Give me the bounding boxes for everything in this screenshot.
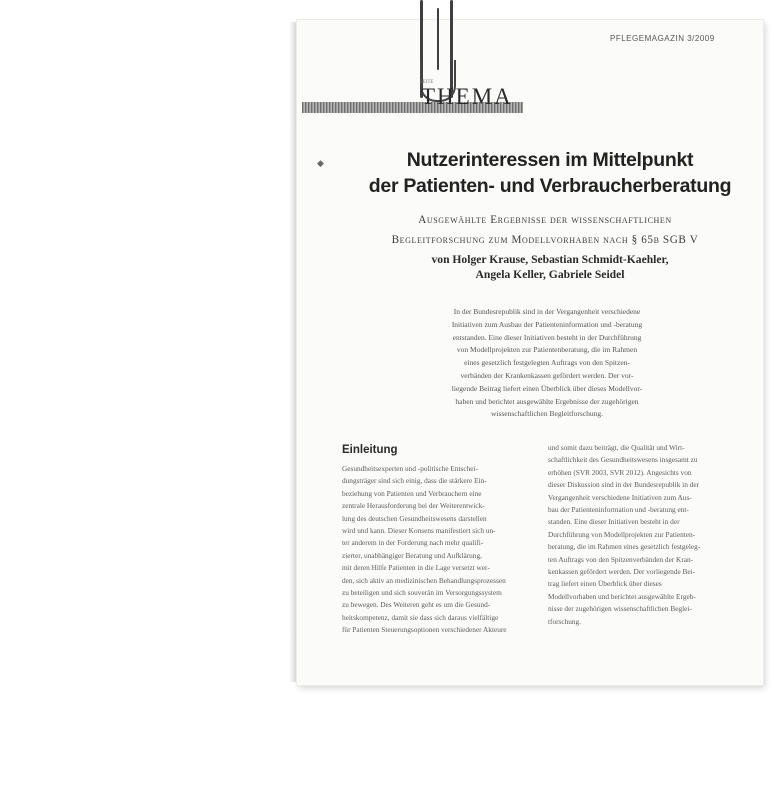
abstract-line: verbänden der Krankenkassen gefördert werden. Der vor- xyxy=(460,370,634,380)
body-line: erhöhen (SVR 2003, SVR 2012). Angesichts von xyxy=(548,467,692,477)
body-line: ten Auftrags von den Spitzenverbänden der Kran- xyxy=(548,554,694,564)
body-column-left xyxy=(342,463,542,637)
body-line: schaftlichkeit des Gesundheitswesens insgesamt zu xyxy=(548,455,698,465)
body-line: zu bewegen. Des Weiteren geht es um die Gesund- xyxy=(342,600,491,610)
article-title xyxy=(340,147,760,199)
body-line: Gesundheitsexperten und -politische Entschei- xyxy=(342,464,478,473)
body-line: Durchführung von Modellprojekten zur Patienten- xyxy=(548,529,696,539)
body-line: trag liefert einen Überblick über dieses xyxy=(548,579,662,589)
abstract-line: haben und berichtet ausgewählte Ergebnisse der zugehörigen xyxy=(455,396,639,406)
abstract-line: eines gesetzlich festgelegten Auftrags von den Spitzen- xyxy=(464,358,630,368)
body-line: zentrale Herausforderung bei der Weiterentwick- xyxy=(342,501,485,511)
body-line: zu beteiligen und sich souverän im Versorgungssystem xyxy=(342,588,502,598)
body-line: Vergangenheit verschiedene Initiativen zum Aus- xyxy=(548,492,692,502)
abstract-line: entstanden. Eine dieser Initiativen besteht in der Durchführung xyxy=(452,332,642,342)
body-column-right xyxy=(548,442,742,628)
authors xyxy=(360,252,740,282)
abstract-line: liegende Beitrag liefert einen Überblick über dieses Modellvor- xyxy=(451,383,643,393)
body-line: bau der Patienteninformation und -beratung ent- xyxy=(548,505,689,515)
body-line: kenkassen gefördert werden. Der vorliegende Bei- xyxy=(548,567,696,577)
abstract-line: wissenschaftlichen Begleitforschung. xyxy=(490,409,604,419)
subtitle-line-2: Begleitforschung zum Modellvorhaben nach § 65b SGB V xyxy=(391,234,699,246)
title-line-2: der Patienten- und Verbraucherberatung xyxy=(368,175,732,197)
body-line: Modellvorhaben und berichtet ausgewählte Ergeb- xyxy=(548,591,696,601)
body-line: beziehung von Patienten und Verbrauchern eine xyxy=(342,488,482,498)
section-heading: Einleitung xyxy=(342,444,398,456)
abstract-line: In der Bundesrepublik sind in der Vergangenheit verschiedene xyxy=(453,307,641,316)
abstract-line: Initiativen zum Ausbau der Patienteninformation und -beratung xyxy=(451,319,643,329)
body-line: den, sich aktiv an medizinischen Behandlungsprozessen xyxy=(342,575,506,585)
body-line: mit deren Hilfe Patienten in die Lage versetzt wer- xyxy=(342,563,490,573)
journal-header: PFLEGEMAGAZIN 3/2009 xyxy=(610,34,715,43)
thema-kicker: SEITE xyxy=(420,80,434,85)
body-line: tforschung. xyxy=(548,616,582,626)
body-line: und somit dazu beiträgt, die Qualität und Wirt- xyxy=(548,443,685,452)
body-line: wird und kann. Dieser Konsens manifestiert sich un- xyxy=(342,526,496,536)
body-line: nisse der zugehörigen wissenschaftlichen Beglei- xyxy=(548,604,692,614)
body-line: lung des deutschen Gesundheitswesens darstellen xyxy=(342,513,487,523)
body-line: zierter, unabhängiger Beratung und Aufklärung, xyxy=(342,550,482,560)
thema-label: THEMA xyxy=(421,84,513,109)
subtitle-line-1: Ausgewählte Ergebnisse der wissenschaftlichen xyxy=(418,214,672,226)
body-line: heitskompetenz, damit sie dass sich daraus vielfältige xyxy=(342,612,499,622)
body-line: ter anderem in der Forderung nach mehr qualifi- xyxy=(342,538,484,548)
body-line: dieser Diskussion sind in der Bundesrepublik in der xyxy=(548,480,699,490)
abstract-line: von Modellprojekten zur Patientenberatung, die im Rahmen xyxy=(456,345,638,355)
body-line: standen. Eine dieser Initiativen besteht in der xyxy=(548,517,680,527)
abstract xyxy=(397,306,697,421)
body-line: beratung, die im Rahmen eines gesetzlich festgeleg- xyxy=(548,542,701,552)
diamond-bullet-icon: ◆ xyxy=(317,158,324,168)
body-line: für Patienten Steuerungsoptionen verschiedener Akteure xyxy=(342,625,507,635)
body-line: dungsträger sind sich einig, dass die stärkere Ein- xyxy=(342,476,487,486)
authors-line-2: Angela Keller, Gabriele Seidel xyxy=(475,268,625,281)
title-line-1: Nutzerinteressen im Mittelpunkt xyxy=(406,149,694,171)
article-subtitle xyxy=(330,210,760,250)
authors-line-1: von Holger Krause, Sebastian Schmidt-Kaehler, xyxy=(431,253,669,266)
